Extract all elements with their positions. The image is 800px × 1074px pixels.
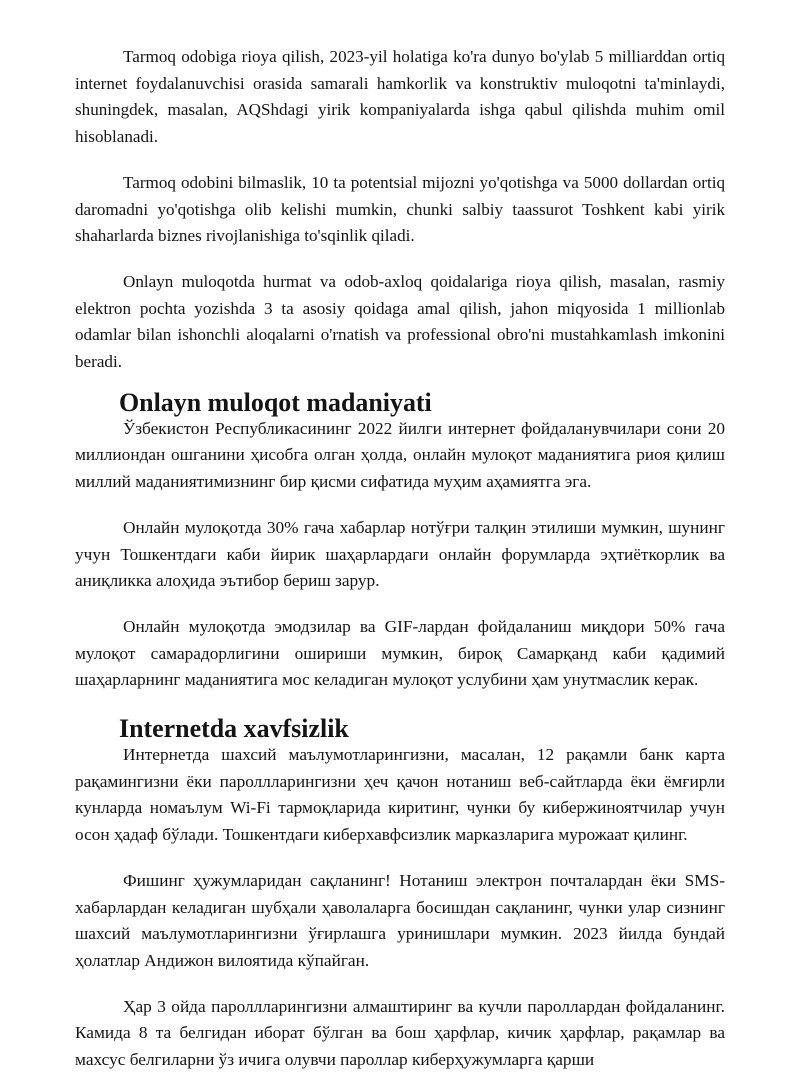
intro-paragraph-1: Tarmoq odobiga rioya qilish, 2023-yil holatiga ko'ra dunyo bo'ylab 5 milliarddan ortiq internet foydalanuvchisi orasida samarali hamkorlik va konstruktiv muloqotni ta'minlaydi, shuningdek, masalan, AQShdagi yirik kompaniyalarda ishga qabul qilishda muhim omil hisoblanadi.	[75, 47, 725, 147]
section1-paragraph-2: Онлайн мулоқотда 30% гача хабарлар нотўғри талқин этилиши мумкин, шунинг учун Тошкентдаги каби йирик шаҳарлардаги онлайн форумларда эҳтиёткорлик ва аниқликка алоҳида эътибор бериш зарур.	[75, 517, 725, 591]
section2-paragraph-1: Интернетда шахсий маълумотларингизни, масалан, 12 рақамли банк карта рақамингизни ёки пароллларингизни ҳеч қачон нотаниш веб-сайтларда ёки ёмғирли кунларда номаълум Wi-Fi тармоқларида киритинг, чунки бу кибержиноятчилар учун осон ҳадаф бўлади. Тошкентдаги киберхавфсизлик марказларига мурожаат қилинг.	[75, 745, 725, 845]
section2-paragraph-3: Ҳар 3 ойда пароллларингизни алмаштиринг ва кучли пароллардан фойдаланинг. Камида 8 та белгидан иборат бўлган ва бош ҳарфлар, кичик ҳарфлар, рақамлар ва махсус белгиларни ўз ичига олувчи пароллар киберҳужумларга қарши	[75, 996, 725, 1070]
section-heading-internet-security: Internetda xavfsizlik	[119, 714, 349, 744]
section1-paragraph-3: Онлайн мулоқотда эмодзилар ва GIF-лардан фойдаланиш миқдори 50% гача мулоқот самарадорлигини ошириши мумкин, бироқ Самарқанд каби қадимий шаҳарларнинг маданиятига мос келадиган мулоқот услубини ҳам унутмаслик керак.	[75, 616, 725, 690]
section2-paragraph-2: Фишинг ҳужумларидан сақланинг! Нотаниш электрон почталардан ёки SMS-хабарлардан келадиган шубҳали ҳаволаларга босишдан сақланинг, чунки улар сизнинг шахсий маълумотларингизни ўғирлашга уринишлари мумкин. 2023 йилда бундай ҳолатлар Андижон вилоятида кўпайган.	[75, 870, 725, 970]
intro-paragraph-3: Onlayn muloqotda hurmat va odob-axloq qoidalariga rioya qilish, masalan, rasmiy elektron pochta yozishda 3 ta asosiy qoidaga amal qilish, jahon miqyosida 1 millionlab odamlar bilan ishonchli aloqalarni o'rnatish va professional obro'ni mustahkamlash imkonini beradi.	[75, 271, 725, 372]
section1-paragraph-1: Ўзбекистон Республикасининг 2022 йилги интернет фойдаланувчилари сони 20 миллиондан ошганини ҳисобга олган ҳолда, онлайн мулоқот маданиятига риоя қилиш миллий маданиятимизнинг бир қисми сифатида муҳим аҳамиятга эга.	[75, 418, 725, 492]
intro-paragraph-2: Tarmoq odobini bilmaslik, 10 ta potentsial mijozni yo'qotishga va 5000 dollardan ortiq daromadni yo'qotishga olib kelishi mumkin, chunki salbiy taassurot Toshkent kabi yirik shaharlarda biznes rivojlanishiga to'sqinlik qiladi.	[75, 172, 725, 246]
section-heading-online-culture: Onlayn muloqot madaniyati	[119, 387, 432, 417]
